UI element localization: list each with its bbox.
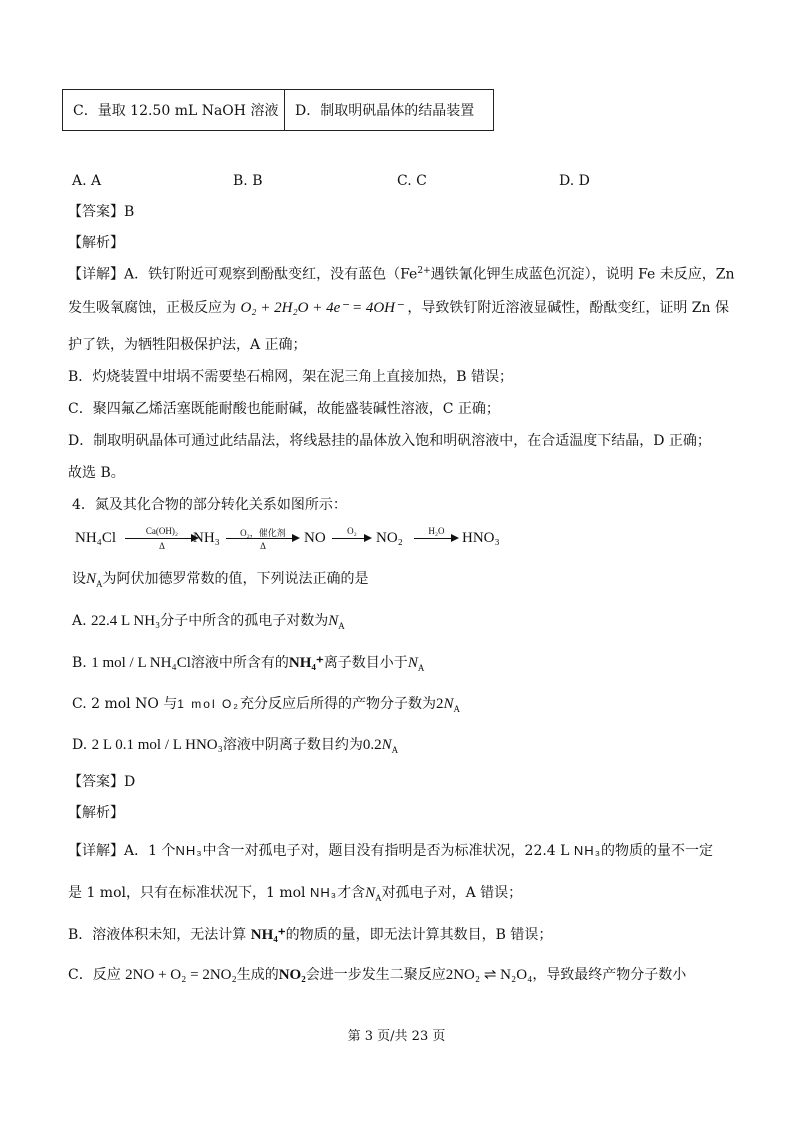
q4-question-text: 为阿伏加德罗常数的值，下列说法正确的是 bbox=[102, 571, 369, 587]
option-c: C. C bbox=[397, 173, 427, 189]
table-cell-c: C．量取 12.50 mL NaOH 溶液 bbox=[63, 90, 285, 131]
q4-analysis-label: 【解析】 bbox=[68, 805, 124, 821]
detail-text: B．溶液体积未知，无法计算 bbox=[68, 927, 247, 943]
dimerization-equation: 2NO₂ ⇌ N₂O₄ bbox=[445, 967, 533, 983]
arrow4-reagent: H₂O bbox=[428, 526, 445, 536]
avogadro-subscript: A bbox=[375, 892, 382, 903]
species-no2: NO₂ bbox=[376, 530, 403, 546]
q3-detail-text: 发生吸氧腐蚀，正极反应为 bbox=[68, 300, 236, 316]
reaction-arrow-4 bbox=[414, 527, 459, 549]
q4-stem: 4．氮及其化合物的部分转化关系如图所示： bbox=[72, 497, 347, 513]
q3-detail-text: 遇铁氰化钾生成蓝色沉淀），说明 Fe 未反应，Zn bbox=[430, 266, 735, 283]
q3-analysis-label: 【解析】 bbox=[68, 235, 124, 251]
option-a: A. A bbox=[72, 173, 102, 189]
detail-text: 【详解】A．1 个 bbox=[68, 843, 176, 859]
q4-option-a bbox=[72, 612, 345, 632]
q4-detail-line1 bbox=[68, 843, 713, 860]
table-row bbox=[63, 90, 494, 131]
arrow-line bbox=[226, 538, 294, 539]
q3-detail-c: C．聚四氟乙烯活塞既能耐酸也能耐碱，故能盛装碱性溶液，C 正确； bbox=[68, 401, 500, 417]
cathode-equation: O₂ + 2H₂O + 4e⁻ = 4OH⁻ bbox=[240, 300, 403, 316]
arrow-line bbox=[332, 538, 366, 539]
arrow2-reagent: O₂，催化剂 bbox=[240, 528, 286, 538]
fe-charge: 2+ bbox=[417, 266, 431, 276]
detail-text: ，导致最终产物分子数小 bbox=[532, 967, 687, 983]
arrow3-reagent: O₂ bbox=[347, 526, 357, 536]
q4-option-d bbox=[72, 736, 398, 756]
ammonium-ion: NH₄⁺ bbox=[288, 655, 324, 671]
q4-option-c bbox=[72, 695, 460, 715]
reaction-arrow-3 bbox=[332, 527, 372, 549]
detail-text: 会进一步发生二聚反应 bbox=[305, 967, 446, 983]
detail-text: 生成的 bbox=[236, 967, 279, 983]
reaction-arrow-1 bbox=[125, 527, 199, 549]
q4-question bbox=[72, 570, 369, 590]
avogadro-subscript: A bbox=[453, 703, 460, 714]
arrow1-heat: Δ bbox=[159, 541, 165, 551]
reaction-equation: 2NO + O₂ = 2NO₂ bbox=[125, 967, 237, 983]
detail-text: 才含 bbox=[337, 885, 366, 901]
avogadro-subscript: A bbox=[96, 578, 103, 589]
q4-detail-line4 bbox=[68, 966, 686, 984]
option-b: B. B bbox=[233, 173, 263, 189]
arrow2-heat: Δ bbox=[260, 541, 266, 551]
arrow1-reagent: Ca(OH)₂ bbox=[145, 526, 179, 536]
q4-question-text: 设 bbox=[72, 571, 86, 587]
q4-option-b bbox=[72, 654, 424, 674]
q4-detail-line3 bbox=[68, 926, 552, 944]
option-b-formula: 1 mol / L NH₄Cl bbox=[91, 655, 191, 671]
option-text: 溶液中所含有的 bbox=[190, 655, 289, 671]
option-letter: A. bbox=[72, 613, 87, 629]
detail-text: 的物质的量，即无法计算其数目，B 错误； bbox=[285, 927, 553, 943]
q4-answer: 【答案】D bbox=[68, 774, 136, 790]
avogadro-symbol: N bbox=[443, 696, 454, 712]
option-letter: B. bbox=[72, 655, 87, 671]
q3-detail-b: B．灼烧装置中坩埚不需要垫石棉网，架在泥三角上直接加热，B 错误； bbox=[68, 369, 514, 385]
no2-formula: NO₂ bbox=[278, 967, 306, 983]
q3-detail-line3: 护了铁，为牺牲阳极保护法，A 正确； bbox=[68, 337, 307, 353]
q4-detail-line2 bbox=[68, 884, 522, 904]
q3-detail-text: 【详解】A．铁钉附近可观察到酚酞变红，没有蓝色（Fe bbox=[68, 266, 418, 283]
avogadro-symbol: N bbox=[328, 613, 339, 629]
avogadro-symbol: N bbox=[86, 571, 97, 587]
arrow-line bbox=[125, 538, 193, 539]
avogadro-symbol: N bbox=[365, 885, 376, 901]
option-a-formula: 22.4 L NH₃ bbox=[91, 613, 161, 629]
option-text: 离子数目小于 bbox=[323, 655, 408, 671]
avogadro-subscript: A bbox=[417, 662, 425, 673]
ammonium-ion: NH₄⁺ bbox=[250, 927, 286, 943]
q3-answer: 【答案】B bbox=[68, 204, 135, 220]
option-text: C. 2 mol NO 与 bbox=[72, 696, 178, 712]
detail-text: 对孤电子对，A 错误； bbox=[381, 885, 523, 901]
option-text: 溶液中阴离子数目约为 bbox=[222, 737, 363, 753]
arrow-line bbox=[414, 538, 453, 539]
option-c-formula: 1 mol O₂ bbox=[177, 697, 240, 711]
ammonia-formula: NH₃ bbox=[175, 843, 203, 858]
ammonia-formula: NH₃ bbox=[573, 843, 601, 858]
avogadro-symbol: N bbox=[381, 737, 392, 753]
avogadro-symbol: N bbox=[407, 655, 418, 671]
option-c-value: 2 bbox=[435, 696, 444, 712]
option-letter: D. bbox=[72, 737, 88, 753]
q3-detail-line2 bbox=[68, 299, 729, 317]
options-table bbox=[62, 89, 494, 131]
detail-text: 是 1 mol，只有在标准状况下，1 mol bbox=[68, 885, 306, 901]
species-hno3: HNO₃ bbox=[462, 530, 500, 546]
species-nh3: NH₃ bbox=[193, 530, 220, 546]
avogadro-subscript: A bbox=[338, 620, 345, 631]
species-no: NO bbox=[304, 530, 326, 546]
arrow-head-icon bbox=[364, 534, 372, 542]
detail-text: 的物质的量不一定 bbox=[601, 843, 713, 859]
avogadro-subscript: A bbox=[391, 744, 399, 755]
species-nh4cl: NH₄Cl bbox=[75, 530, 117, 546]
option-d-value: 0.2 bbox=[362, 737, 382, 753]
option-text: 充分反应后所得的产物分子数为 bbox=[239, 696, 436, 712]
q3-detail-d: D．制取明矾晶体可通过此结晶法，将线悬挂的晶体放入饱和明矾溶液中，在合适温度下结晶，D 正确； bbox=[68, 433, 711, 449]
option-d-formula: 2 L 0.1 mol / L HNO₃ bbox=[91, 737, 223, 753]
reaction-arrow-2 bbox=[226, 527, 300, 549]
table-cell-d: D．制取明矾晶体的结晶装置 bbox=[285, 90, 494, 131]
q3-conclusion: 故选 B。 bbox=[68, 465, 125, 481]
q3-detail-text: ，导致铁钉附近溶液显碱性，酚酞变红，证明 Zn 保 bbox=[407, 300, 730, 316]
page-number: 第 3 页/共 23 页 bbox=[347, 1029, 446, 1044]
arrow-head-icon bbox=[451, 534, 459, 542]
q3-detail-line1 bbox=[68, 266, 735, 283]
ammonia-formula: NH₃ bbox=[309, 885, 338, 900]
option-d: D. D bbox=[559, 173, 590, 189]
option-text: 分子中所含的孤电子对数为 bbox=[160, 613, 329, 629]
detail-text: C．反应 bbox=[68, 967, 121, 983]
detail-text: 中含一对孤电子对，题目没有指明是否为标准状况，22.4 L bbox=[202, 843, 570, 859]
